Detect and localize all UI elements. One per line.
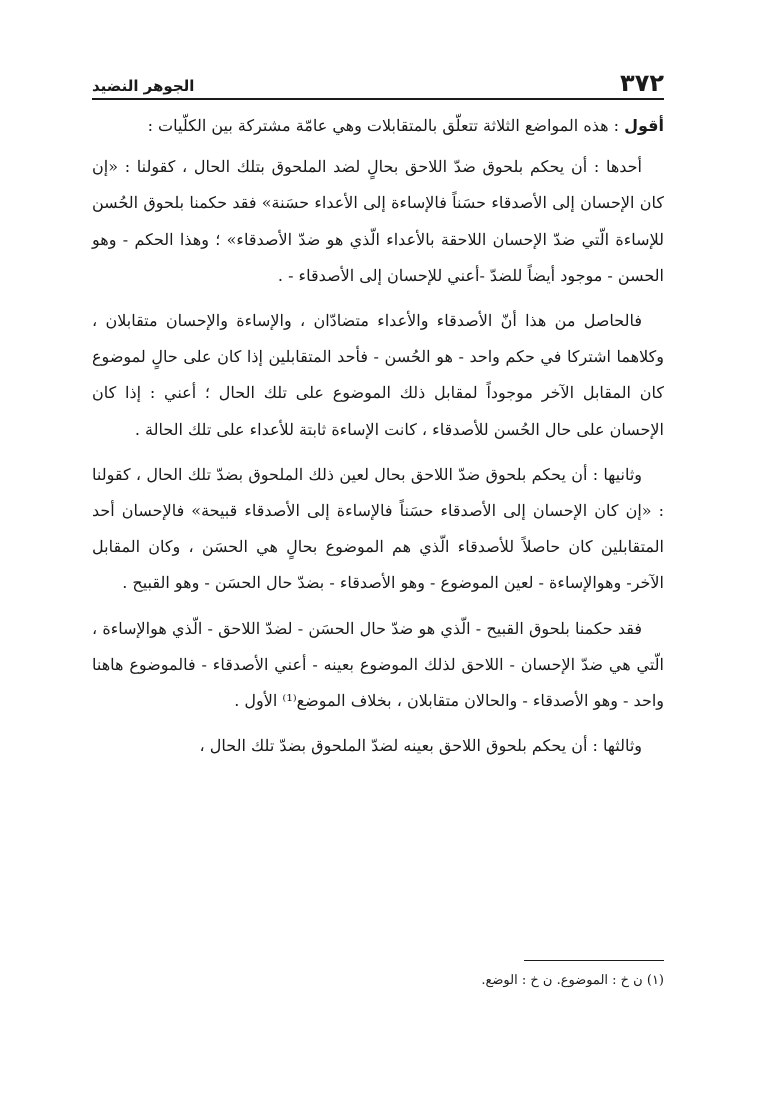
paragraph-summary: فالحاصل من هذا أنّ الأصدقاء والأعداء متضادّان ، والإساءة والإحسان متقابلان ، وكلاهما اشتركا في حكم واحد - هو الحُسن - فأحد المتقابلين إذا كان على حالٍ لموضوع كان المقابل الآخر موجوداً لمقابل ذلك الموضوع على تلك الحال ؛ أعني : إذا كان الإحسان على حال الحُسن للأصدقاء ، كانت الإساءة ثابتة للأعداء على تلك الحالة . [92, 311, 664, 439]
paragraph-third-case: وثالثها : أن يحكم بلحوق اللاحق بعينه لضدّ الملحوق بضدّ تلك الحال ، [199, 736, 642, 756]
page-header [92, 64, 664, 98]
main-text [92, 108, 664, 773]
intro-paragraph [92, 108, 664, 144]
footnote-divider [524, 960, 664, 961]
paragraph-second-case: وثانيها : أن يحكم بلحوق ضدّ اللاحق بحال لعين ذلك الملحوق بضدّ تلك الحال ، كقولنا : «إن كان الإحسان إلى الأصدقاء حسَناً فالإساءة إلى الأصدقاء قبيحة» فالإحسان أحد المتقابلين كان حاصلاً للأصدقاء الّذي هم الموضوع بحالٍ هي الحسَن ، وكان المقابل الآخر- وهوالإساءة - لعين الموضوع - وهو الأصدقاء - بضدّ حال الحسَن - وهو القبيح . [92, 464, 664, 593]
page-number: ٣٧٢ [620, 69, 664, 97]
paragraph-first-case: أحدها : أن يحكم بلحوق ضدّ اللاحق بحالٍ لضد الملحوق بتلك الحال ، كقولنا : «إن كان الإحسان إلى الأصدقاء حسَناً فالإساءة إلى الأعداء حسَنة» فقد حكمنا بلحوق الحُسن للإساءة الّتي ضدّ الإحسان اللاحقة بالأعداء الّذي هو ضدّ الأصدقاء» ؛ وهذا الحكم - وهو الحسن - موجود أيضاً للضدّ -أعني للإحسان إلى الأصدقاء - . [92, 157, 664, 285]
footnote-1: (١) ن خ : الموضوع. ن خ : الوضع. [481, 973, 664, 988]
paragraph-second-case-explanation: فقد حكمنا بلحوق القبيح - الّذي هو ضدّ حال الحسَن - لضدّ اللاحق - الّذي هوالإساءة ، الّتي هي ضدّ الإحسان - اللاحق لذلك الموضوع بعينه - أعني الأصدقاء - فالموضوع هاهنا واحد - وهو الأصدقاء - والحالان متقابلان ، بخلاف الموضع⁽¹⁾ الأول . [92, 618, 664, 711]
running-title: الجوهر النضيد [92, 77, 195, 95]
intro-text: : هذه المواضع الثلاثة تتعلّق بالمتقابلات وهي عامّة مشتركة بين الكلّيات : [147, 116, 625, 135]
intro-lead-word: أقول [624, 116, 664, 135]
header-divider [92, 98, 664, 100]
